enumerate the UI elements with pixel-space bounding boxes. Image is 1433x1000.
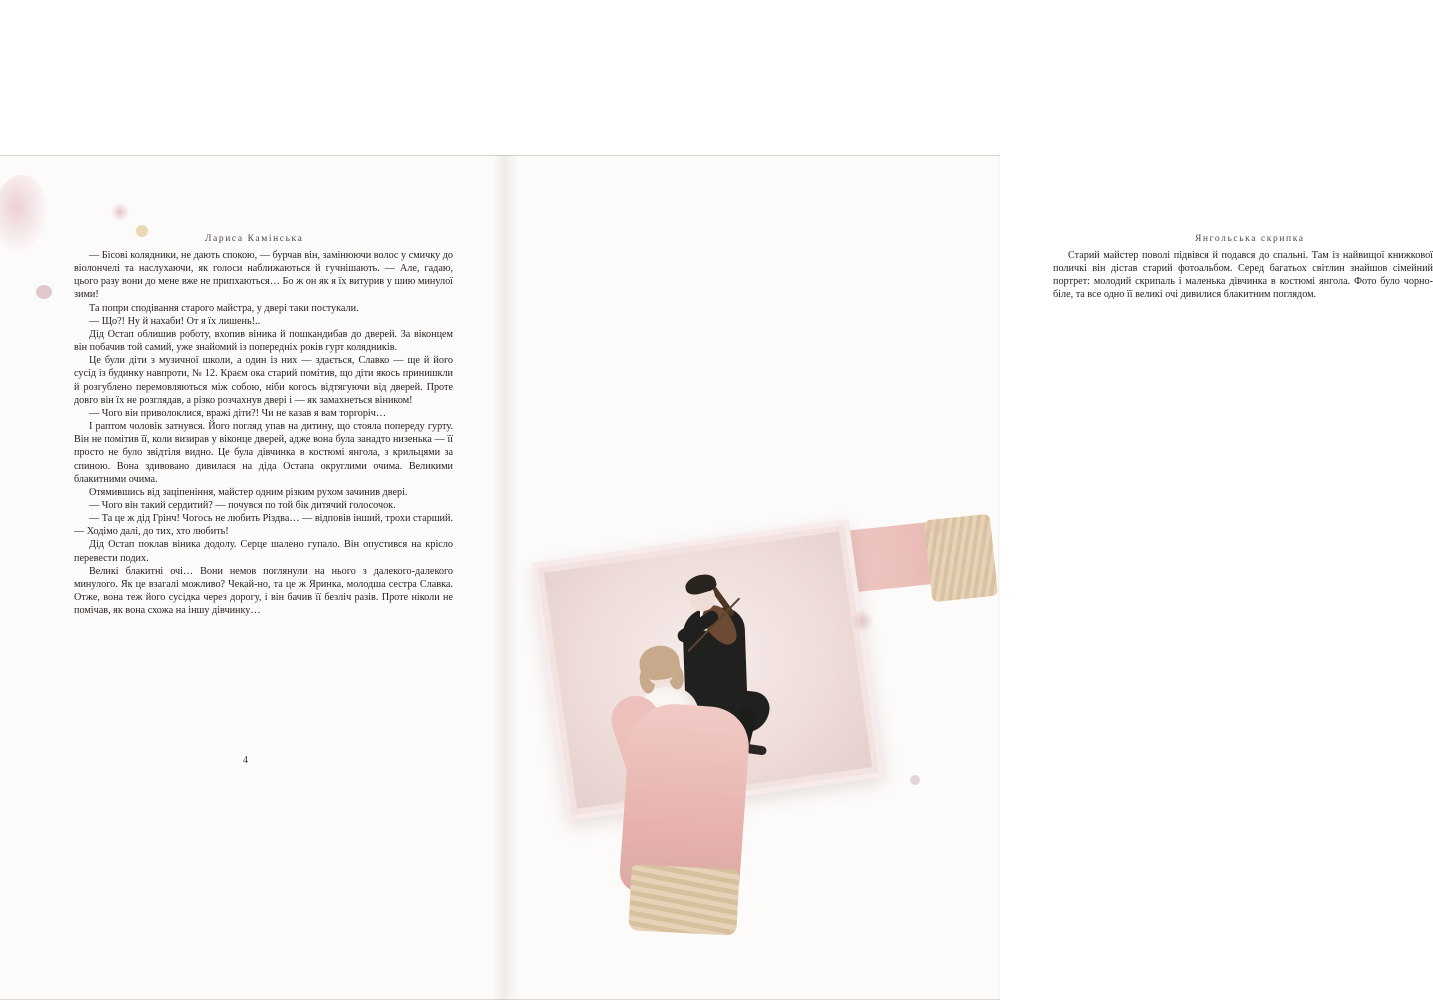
paragraph: — Та це ж дід Грінч! Чогось не любить Різдва… — відповів інший, трохи старший. — Ходімо далі, до тих, хто любить!: [74, 513, 453, 538]
paragraph: Великі блакитні очі… Вони немов поглянули на нього з далекого-далекого минулого. Як це взагалі можливо? Чекай-но, та це ж Яринка, молодша сестра Славка. Отже, вона теж його сусідка через дорогу, і він бачив її безліч разів. Проте ніколи не помічав, як вона схожа на іншу дівчинку…: [74, 565, 453, 617]
paragraph: — Чого він такий сердитий? — почувся по той бік дитячий голосочок.: [89, 499, 396, 511]
sleeve-cuff-left: [628, 864, 739, 936]
paragraph: І раптом чоловік затнувся. Його погляд упав на дитину, що стояла попереду гурту. Він не помітив її, коли визирав у віконце дверей, адже вона була занадто низенька — її просто не було звідтіля видно. Це була дівчинка в костюмі янгола, з крильцями за спиною. Вона здивовано дивилася на діда Остапа округлими очима. Великими блакитними очима.: [74, 421, 453, 485]
paragraph: — Чого він приволоклися, вражі діти?! Чи не казав я вам торгоріч…: [89, 407, 387, 419]
scanned-book-page: [0, 155, 1433, 1000]
left-page-text-column: [74, 249, 453, 617]
left-page: [0, 155, 505, 1000]
paragraph: — Бісові колядники, не дають спокою, — бурчав він, замінюючи волос у смичку до віолончелі та наслухаючи, як голоси наближаються й гучнішають. — Але, гадаю, цього разу вони до мене вже не припхаються… Бо ж он як я їх витурив у шию минулої зими!: [74, 250, 453, 301]
right-page-text-column: [1053, 249, 1433, 302]
illustration-hands-holding-photograph: [520, 365, 990, 965]
running-head-left: Лариса Камінська: [205, 234, 304, 244]
sleeve-cuff-right: [924, 514, 998, 602]
running-head-right: Янгольська скрипка: [1195, 234, 1305, 244]
paragraph: Старий майстер поволі підвівся й подався до спальні. Там із найвищої книжкової поличкі він дістав старий фотоальбом. Серед багатьох світлин знайшов сімейний портрет: молодий скрипаль і маленька дівчинка в костюмі янгола. Фото було чорно-біле, та все одно її великі очі дивилися блакитним поглядом.: [1053, 250, 1433, 301]
paragraph: Дід Остап облишив роботу, вхопив віника й пошкандибав до дверей. За віконцем він побачив той самий, уже знайомий із попередніх років гурт колядників.: [74, 328, 453, 354]
watercolor-splatter: [910, 775, 920, 785]
paragraph: Дід Остап поклав віника додолу. Серце шалено гупало. Він опустився на крісло перевести подих.: [74, 539, 453, 564]
paragraph: — Що?! Ну й нахаби! От я їх лишень!..: [89, 315, 261, 327]
paragraph: Отямившись від заціпеніння, майстер одним різким рухом зачинив двері.: [89, 486, 408, 498]
paragraph: Та попри сподівання старого майстра, у двері таки постукали.: [89, 302, 359, 314]
paragraph: Це були діти з музичної школи, а один із них — здається, Славко — ще й його сусід із будинку навпроти, № 12. Краєм ока старий помітив, що діти якось принишкли й розгублено перемовляються між собою, ніби когось відтягуючи від дверей. Проте довго він їх не розглядав, а різко розчахнув двері і — як замахнеться віником!: [74, 355, 453, 406]
page-number: 4: [243, 755, 248, 766]
